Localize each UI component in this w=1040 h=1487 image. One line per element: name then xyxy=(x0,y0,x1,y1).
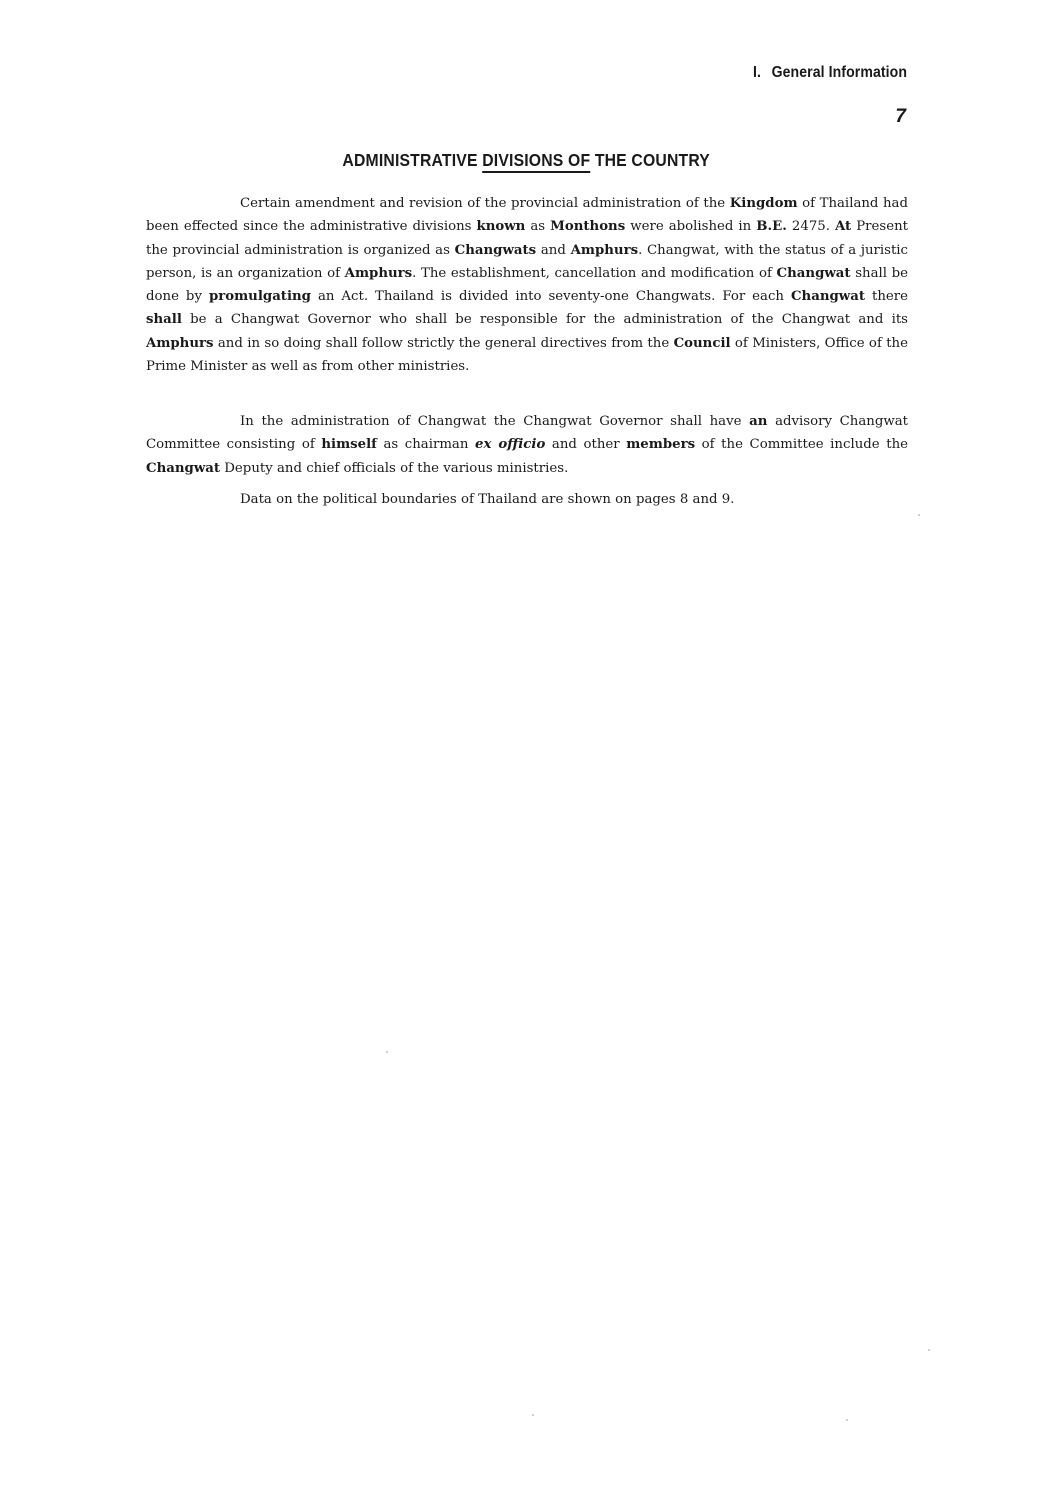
scan-speck xyxy=(386,1051,388,1053)
title-part-1: ADMINISTRATIVE xyxy=(342,150,483,170)
scan-speck xyxy=(532,1414,534,1416)
page-number: 7 xyxy=(895,106,906,127)
scan-speck xyxy=(846,1419,848,1421)
page-title xyxy=(0,150,1040,171)
scan-speck xyxy=(918,514,920,516)
section-number: I. xyxy=(752,64,761,81)
title-part-2: DIVISIONS OF xyxy=(482,150,591,170)
running-head xyxy=(753,64,907,82)
section-title: General Information xyxy=(771,64,907,81)
title-part-3: THE COUNTRY xyxy=(590,150,711,170)
scan-speck xyxy=(928,1349,930,1351)
paragraph-1: Certain amendment and revision of the provincial administration of the Kingdom of Thailand had been effected since the administrative divisions known as Monthons were abolished in B.E. 2475. At Present the provincial administration is organized as Changwats and Amphurs. Changwat, with the status of a juristic person, is an organization of Amphurs. The establishment, cancellation and modification of Changwat shall be done by promulgating an Act. Thailand is divided into seventy-one Changwats. For each Changwat there shall be a Changwat Governor who shall be responsible for the administration of the Changwat and its Amphurs and in so doing shall follow strictly the general directives from the Council of Ministers, Office of the Prime Minister as well as from other ministries. xyxy=(146,196,909,375)
paragraph-3: Data on the political boundaries of Thailand are shown on pages 8 and 9. xyxy=(240,492,735,507)
paragraph-2: In the administration of Changwat the Changwat Governor shall have an advisory Changwat Committee consisting of himself as chairman ex officio and other members of the Committee include the Changwat Deputy and chief officials of the various ministries. xyxy=(146,414,908,476)
